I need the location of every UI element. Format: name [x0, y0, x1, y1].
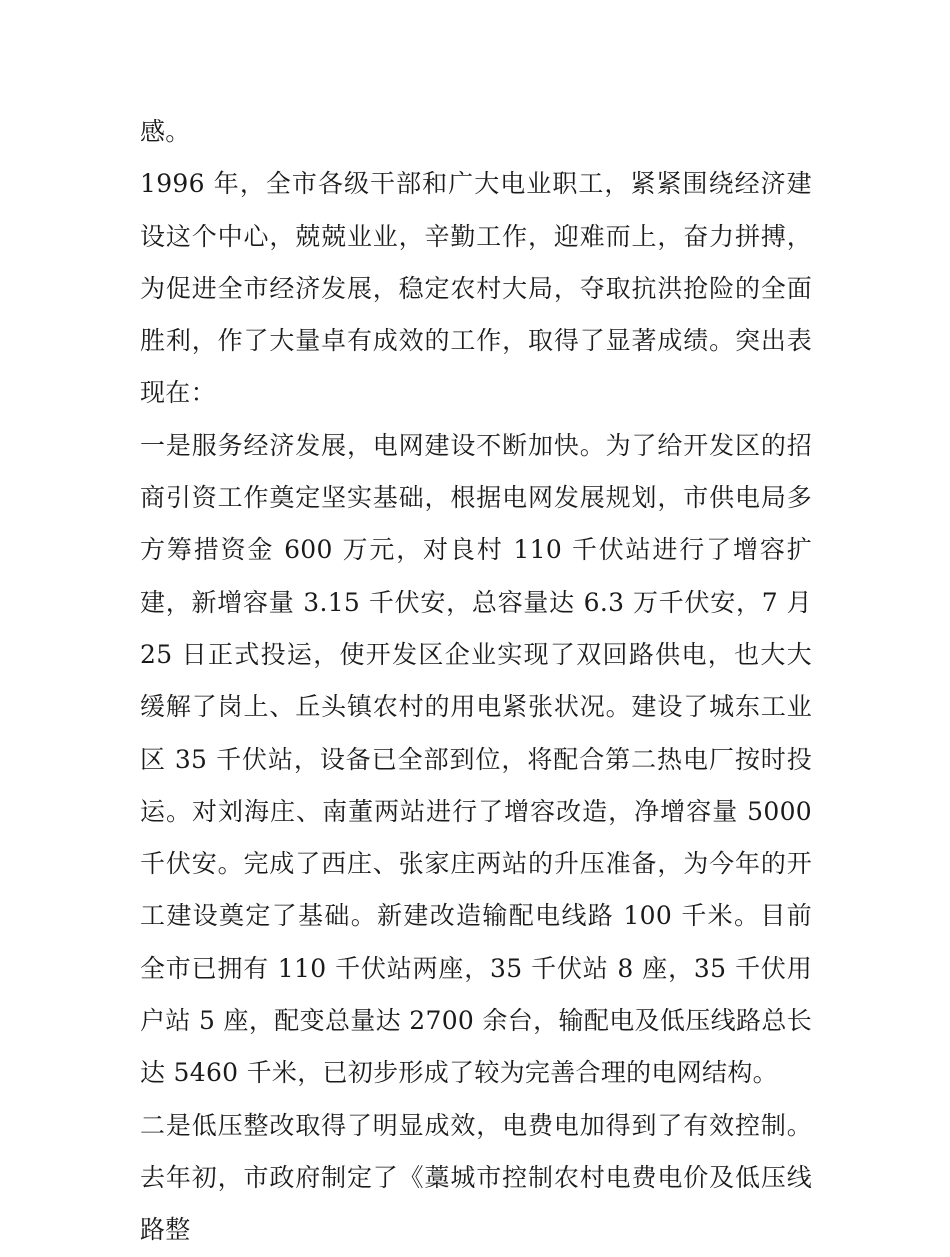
document-body	[140, 106, 812, 1257]
paragraph-low-voltage-rectification: 二是低压整改取得了明显成效，电费电加得到了有效控制。去年初，市政府制定了《藁城市控制农村电费电价及低压线路整	[140, 1110, 812, 1245]
paragraph-continuation: 感。	[140, 117, 191, 146]
paragraph-grid-construction: 一是服务经济发展，电网建设不断加快。为了给开发区的招商引资工作奠定坚实基础，根据电网发展规划，市供电局多方筹措资金 600 万元，对良村 110 千伏站进行了增容扩建，新增容量 3.15 千伏安，总容量达 6.3 万千伏安，7 月 25 日正式投运，使开发区企业实现了双回路供电，也大大缓解了岗上、丘头镇农村的用电紧张状况。建设了城东工业区 35 千伏站，设备已全部到位，将配合第二热电厂按时投运。对刘海庄、南董两站进行了增容改造，净增容量 5000 千伏安。完成了西庄、张家庄两站的升压准备，为今年的开工建设奠定了基础。新建改造输配电线路 100 千米。目前全市已拥有 110 千伏站两座，35 千伏站 8 座，35 千伏用户站 5 座，配变总量达 2700 余台，输配电及低压线路总长达 5460 千米，已初步形成了较为完善合理的电网结构。	[140, 430, 812, 1088]
paragraph-summary-1996: 1996 年，全市各级干部和广大电业职工，紧紧围绕经济建设这个中心，兢兢业业，辛勤工作，迎难而上，奋力拼搏，为促进全市经济发展，稳定农村大局，夺取抗洪抢险的全面胜利，作了大量卓有成效的工作，取得了显著成绩。突出表现在：	[140, 169, 812, 408]
